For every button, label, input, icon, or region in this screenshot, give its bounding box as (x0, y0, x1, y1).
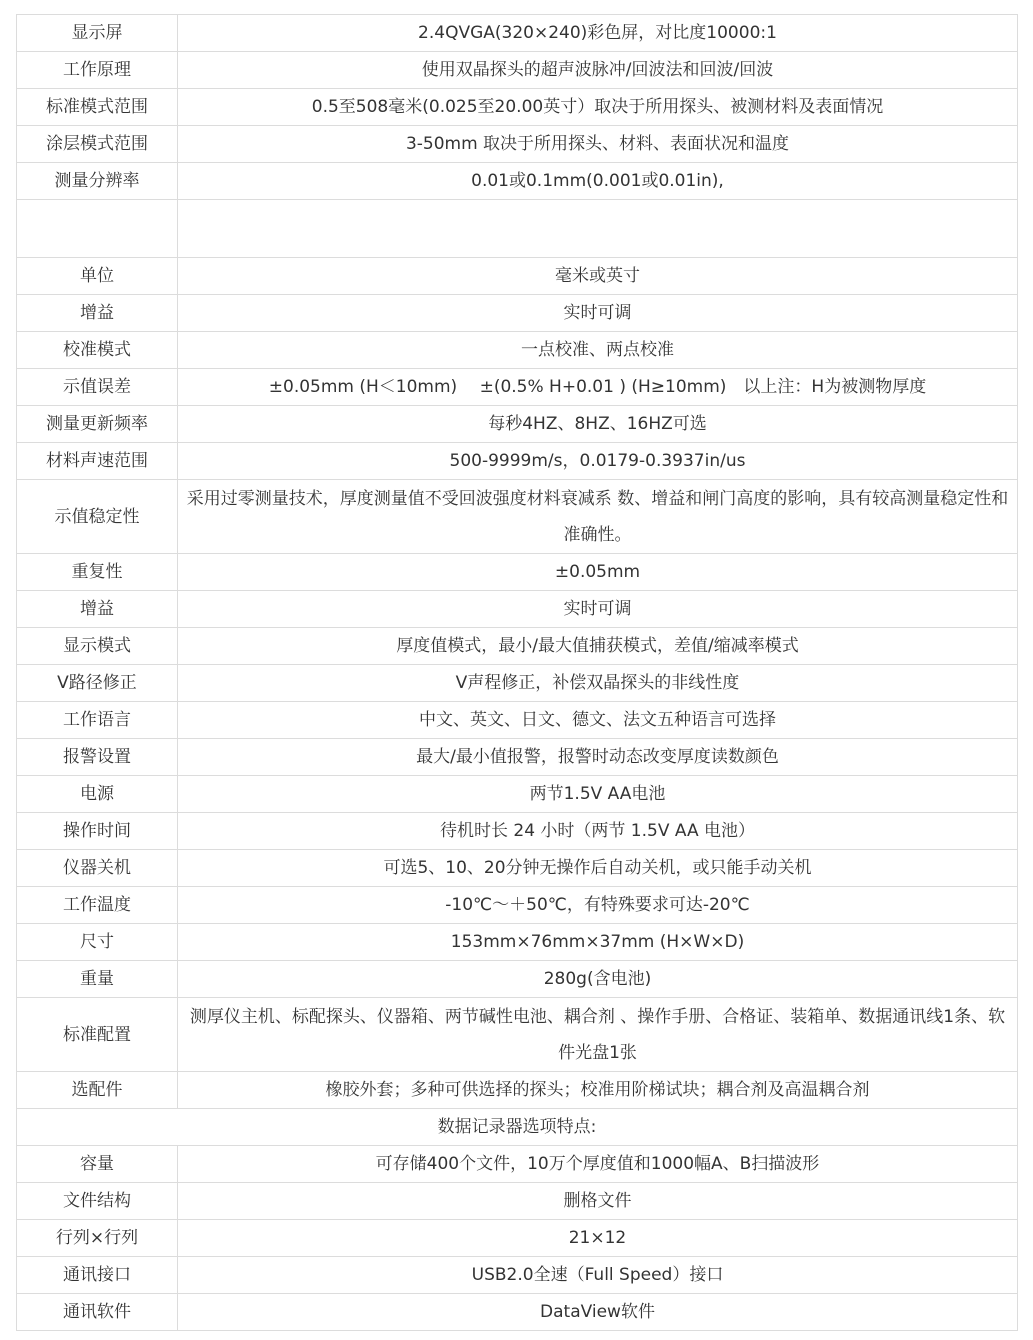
row-label: 显示模式 (17, 628, 178, 665)
row-value: 一点校准、两点校准 (178, 332, 1018, 369)
table-row (17, 591, 1018, 628)
row-label: V路径修正 (17, 665, 178, 702)
row-value: 3-50mm 取决于所用探头、材料、表面状况和温度 (178, 126, 1018, 163)
table-row (17, 924, 1018, 961)
row-value: 采用过零测量技术，厚度测量值不受回波强度材料衰减系 数、增益和闸门高度的影响，具有较高测量稳定性和准确性。 (178, 480, 1018, 554)
table-row (17, 665, 1018, 702)
table-row (17, 443, 1018, 480)
table-row (17, 1257, 1018, 1294)
table-row (17, 1146, 1018, 1183)
row-label: 重复性 (17, 554, 178, 591)
table-row (17, 813, 1018, 850)
section-title: 数据记录器选项特点: (17, 1109, 1018, 1146)
row-label: 显示屏 (17, 15, 178, 52)
row-value: 500-9999m/s，0.0179-0.3937in/us (178, 443, 1018, 480)
row-label: 操作时间 (17, 813, 178, 850)
row-value: 中文、英文、日文、德文、法文五种语言可选择 (178, 702, 1018, 739)
row-value: 厚度值模式，最小/最大值捕获模式，差值/缩减率模式 (178, 628, 1018, 665)
row-value: 实时可调 (178, 295, 1018, 332)
row-label: 选配件 (17, 1072, 178, 1109)
row-value: USB2.0全速（Full Speed）接口 (178, 1257, 1018, 1294)
table-row (17, 961, 1018, 998)
table-row (17, 554, 1018, 591)
row-label: 标准配置 (17, 998, 178, 1072)
row-label: 涂层模式范围 (17, 126, 178, 163)
table-row (17, 850, 1018, 887)
row-value: V声程修正，补偿双晶探头的非线性度 (178, 665, 1018, 702)
table-row (17, 52, 1018, 89)
row-label: 尺寸 (17, 924, 178, 961)
row-value: 每秒4HZ、8HZ、16HZ可选 (178, 406, 1018, 443)
table-row (17, 126, 1018, 163)
row-label: 报警设置 (17, 739, 178, 776)
row-label: 工作温度 (17, 887, 178, 924)
row-value: 测厚仪主机、标配探头、仪器箱、两节碱性电池、耦合剂 、操作手册、合格证、装箱单、数据通讯线1条、软件光盘1张 (178, 998, 1018, 1072)
table-row (17, 89, 1018, 126)
row-label: 增益 (17, 591, 178, 628)
row-label: 工作原理 (17, 52, 178, 89)
row-value (178, 200, 1018, 258)
table-row (17, 1294, 1018, 1331)
row-label: 增益 (17, 295, 178, 332)
row-value: 删格文件 (178, 1183, 1018, 1220)
row-label: 重量 (17, 961, 178, 998)
row-label: 通讯软件 (17, 1294, 178, 1331)
row-label: 单位 (17, 258, 178, 295)
table-row (17, 1072, 1018, 1109)
row-value: ±0.05mm (178, 554, 1018, 591)
table-row (17, 1183, 1018, 1220)
row-value: 使用双晶探头的超声波脉冲/回波法和回波/回波 (178, 52, 1018, 89)
row-label: 通讯接口 (17, 1257, 178, 1294)
row-label: 材料声速范围 (17, 443, 178, 480)
row-value: 0.5至508毫米(0.025至20.00英寸）取决于所用探头、被测材料及表面情况 (178, 89, 1018, 126)
row-label: 电源 (17, 776, 178, 813)
row-value: ±0.05mm (H＜10mm) ±(0.5% H+0.01 ) (H≥10mm) 以上注：H为被测物厚度 (178, 369, 1018, 406)
row-value: 可存储400个文件，10万个厚度值和1000幅A、B扫描波形 (178, 1146, 1018, 1183)
row-value: 0.01或0.1mm(0.001或0.01in), (178, 163, 1018, 200)
row-label: 文件结构 (17, 1183, 178, 1220)
row-value: 橡胶外套；多种可供选择的探头；校准用阶梯试块；耦合剂及高温耦合剂 (178, 1072, 1018, 1109)
row-label: 测量分辨率 (17, 163, 178, 200)
row-value: 2.4QVGA(320×240)彩色屏，对比度10000:1 (178, 15, 1018, 52)
section-row (17, 1109, 1018, 1146)
table-row-empty (17, 200, 1018, 258)
table-row (17, 15, 1018, 52)
row-label: 工作语言 (17, 702, 178, 739)
table-row (17, 776, 1018, 813)
row-value: 153mm×76mm×37mm (H×W×D) (178, 924, 1018, 961)
row-label (17, 200, 178, 258)
table-row (17, 702, 1018, 739)
row-value: DataView软件 (178, 1294, 1018, 1331)
table-row (17, 1220, 1018, 1257)
table-row (17, 406, 1018, 443)
table-row (17, 887, 1018, 924)
row-label: 测量更新频率 (17, 406, 178, 443)
table-row (17, 739, 1018, 776)
row-value: 两节1.5V AA电池 (178, 776, 1018, 813)
table-row (17, 998, 1018, 1072)
table-row (17, 258, 1018, 295)
row-label: 示值稳定性 (17, 480, 178, 554)
row-value: 待机时长 24 小时（两节 1.5V AA 电池） (178, 813, 1018, 850)
row-label: 校准模式 (17, 332, 178, 369)
row-value: 280g(含电池) (178, 961, 1018, 998)
table-row (17, 480, 1018, 554)
row-label: 标准模式范围 (17, 89, 178, 126)
spec-table (16, 14, 1018, 1331)
row-label: 容量 (17, 1146, 178, 1183)
table-row (17, 163, 1018, 200)
row-label: 示值误差 (17, 369, 178, 406)
row-value: -10℃～＋50℃，有特殊要求可达-20℃ (178, 887, 1018, 924)
row-value: 可选5、10、20分钟无操作后自动关机，或只能手动关机 (178, 850, 1018, 887)
row-label: 行列×行列 (17, 1220, 178, 1257)
row-value: 毫米或英寸 (178, 258, 1018, 295)
row-value: 最大/最小值报警，报警时动态改变厚度读数颜色 (178, 739, 1018, 776)
table-row (17, 295, 1018, 332)
table-row (17, 628, 1018, 665)
row-value: 实时可调 (178, 591, 1018, 628)
row-label: 仪器关机 (17, 850, 178, 887)
row-value: 21×12 (178, 1220, 1018, 1257)
table-row (17, 332, 1018, 369)
table-row (17, 369, 1018, 406)
